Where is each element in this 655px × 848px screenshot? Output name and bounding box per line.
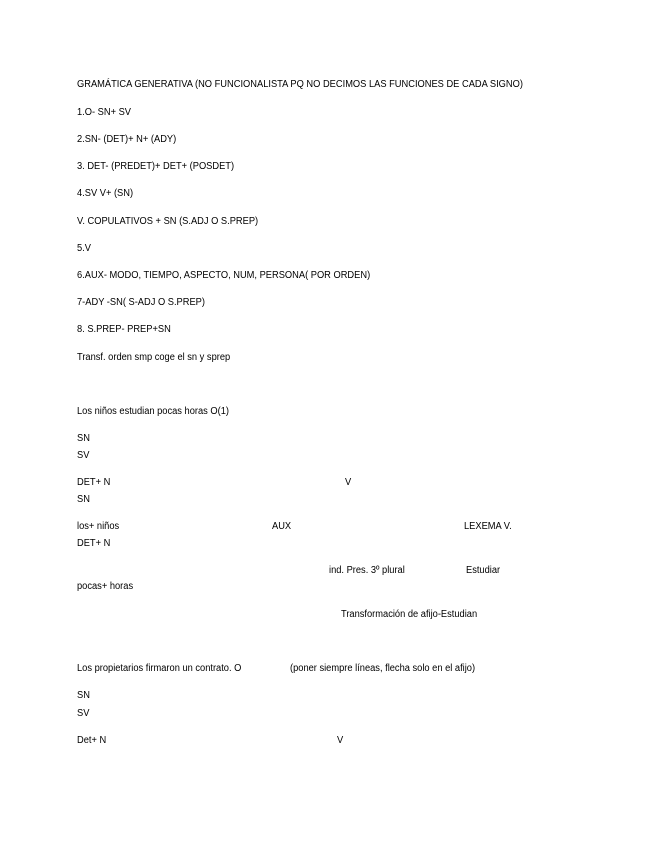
example1-transformacion: Transformación de afijo-Estudian — [341, 609, 478, 620]
example1-los-ninos: los+ niños — [77, 521, 120, 532]
example1-det-n2: DET+ N — [77, 538, 111, 549]
rule-8: 8. S.PREP- PREP+SN — [77, 324, 171, 335]
example1-ind-pres: ind. Pres. 3º plural — [329, 565, 405, 576]
example1-sn2: SN — [77, 494, 90, 505]
rule-7: 7-ADY -SN( S-ADJ O S.PREP) — [77, 297, 205, 308]
example2-hint: (poner siempre líneas, flecha solo en el afijo) — [290, 663, 476, 674]
rule-copulativos: V. COPULATIVOS + SN (S.ADJ O S.PREP) — [77, 216, 259, 227]
example2-det-n: Det+ N — [77, 735, 107, 746]
example1-estudiar: Estudiar — [466, 565, 501, 576]
example2-sv: SV — [77, 708, 90, 719]
rule-3: 3. DET- (PREDET)+ DET+ (POSDET) — [77, 161, 235, 172]
example1-sn: SN — [77, 433, 90, 444]
rule-5: 5.V — [77, 243, 91, 254]
example1-v: V — [345, 477, 352, 488]
example2-sn: SN — [77, 690, 90, 701]
transformation-note: Transf. orden smp coge el sn y sprep — [77, 352, 231, 363]
example1-aux: AUX — [272, 521, 292, 532]
example1-det-n: DET+ N — [77, 477, 111, 488]
example2-v: V — [337, 735, 344, 746]
rule-4: 4.SV V+ (SN) — [77, 188, 134, 199]
document-heading: GRAMÁTICA GENERATIVA (NO FUNCIONALISTA PQ NO DECIMOS LAS FUNCIONES DE CADA SIGNO) — [77, 79, 523, 90]
example2-sentence: Los propietarios firmaron un contrato. O — [77, 663, 242, 674]
rule-1: 1.O- SN+ SV — [77, 107, 132, 118]
example1-sv: SV — [77, 450, 90, 461]
example1-pocas-horas: pocas+ horas — [77, 581, 134, 592]
rule-6: 6.AUX- MODO, TIEMPO, ASPECTO, NUM, PERSONA( POR ORDEN) — [77, 270, 371, 281]
example1-sentence: Los niños estudian pocas horas O(1) — [77, 406, 229, 417]
rule-2: 2.SN- (DET)+ N+ (ADY) — [77, 134, 177, 145]
example1-lexema: LEXEMA V. — [464, 521, 512, 532]
